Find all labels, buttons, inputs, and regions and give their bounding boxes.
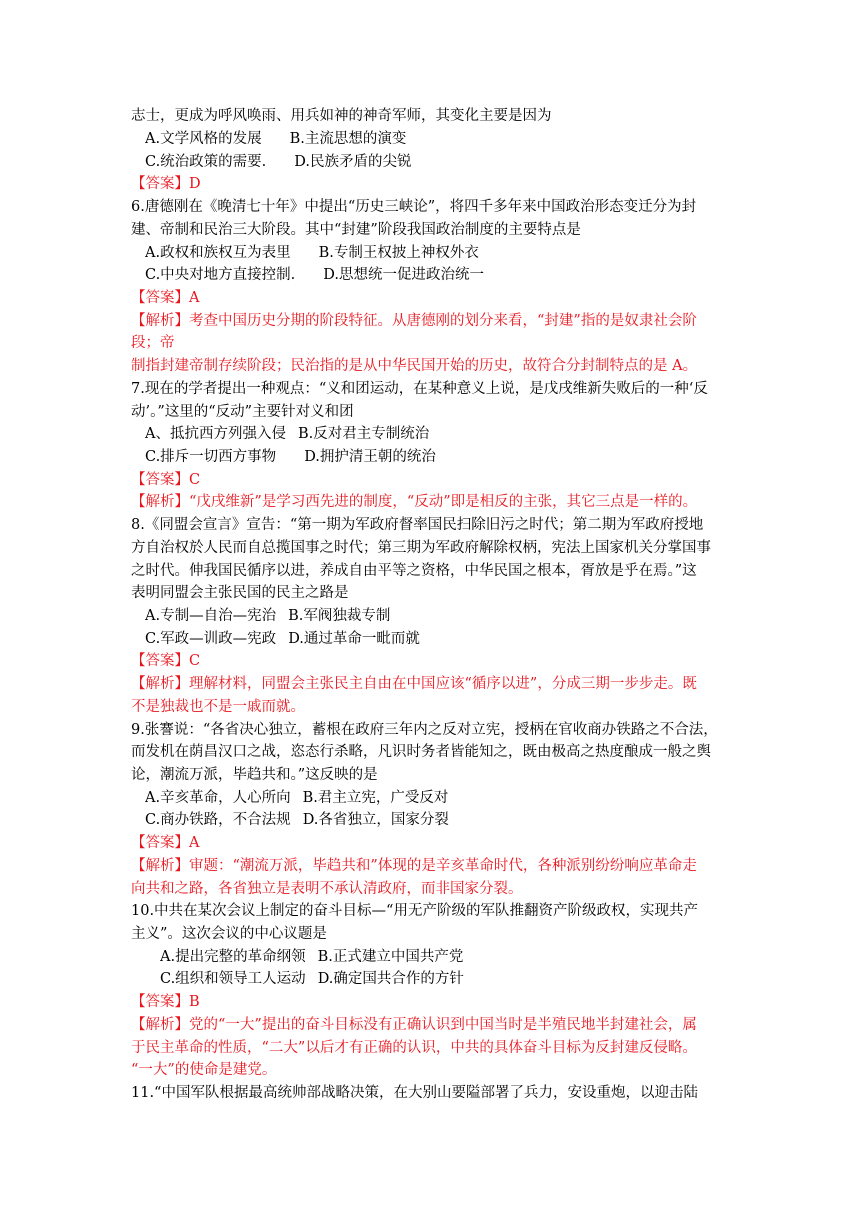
question-6-stem-1: 6.唐德刚在《晚清七十年》中提出“历史三峡论”，将四千多年来中国政治形态变迁分为封 [131,199,697,215]
question-6-analysis-3: 制指封建帝制存续阶段；民治指的是从中华民国开始的历史，故符合分封制特点的是 A。 [131,358,698,374]
question-7-options-ab [145,423,740,445]
question-10-options-ab [160,946,740,968]
question-7-analysis-1: 【解析】“戊戌维新”是学习西先进的制度，“反动”即是相反的主张，其它三点是一样的。 [131,494,698,510]
option-d: D.拥护清王朝的统治 [304,449,436,465]
question-5-stem: 志士，更成为呼风唤雨、用兵如神的神奇军师，其变化主要是因为 [131,108,552,124]
option-c: C.军政—训政—宪政 [145,631,277,647]
option-d: D.民族矛盾的尖锐 [294,154,412,170]
question-9-options-cd [145,809,740,831]
question-7-stem-2: 动’。”这里的“反动”主要针对义和团 [131,404,354,420]
option-a: A.提出完整的革命纲领 [160,949,306,965]
question-8-stem-1: 8.《同盟会宣言》宣告：“第一期为军政府督率国民扫除旧污之时代；第二期为军政府授地 [131,517,704,533]
question-10-stem-1: 10.中共在某次会议上制定的奋斗目标—“用无产阶级的军队推翻资产阶级政权，实现共产 [131,903,698,919]
question-10-answer: 【答案】B [131,994,200,1010]
question-8-stem-2: 方自治权於人民而自总揽国事之时代；第三期为军政府解除权柄，宪法上国家机关分掌国事 [131,540,711,556]
question-11-stem-1: 11.“中国军队根据最高统帅部战略决策，在大别山要隘部署了兵力，安设重炮，以迎击陆 [131,1085,698,1101]
question-10-analysis-1: 【解析】党的“一大”提出的奋斗目标没有正确认识到中国当时是半殖民地半封建社会，属 [131,1017,697,1033]
question-8-stem-4: 表明同盟会主张民国的民主之路是 [131,585,349,601]
option-b: B.反对君主专制统治 [297,426,430,442]
option-d: D.通过革命一毗而就 [288,631,420,647]
question-8-options-ab [145,605,740,627]
question-8-options-cd [145,628,740,650]
question-9-analysis-2: 向共和之路，各省独立是表明不承认清政府，而非国家分裂。 [131,881,523,897]
option-c: C.商办铁路，不合法规 [145,812,291,828]
option-d: D.确定国共合作的方针 [317,971,464,987]
option-b: B.正式建立中国共产党 [317,949,464,965]
question-10-stem-2: 主义”。这次会议的中心议题是 [131,926,327,942]
question-5-answer: 【答案】D [131,176,201,192]
question-7-answer: 【答案】C [131,472,201,488]
question-7-options-cd [145,446,740,468]
option-c: C.排斥一切西方事物 [145,449,277,465]
option-d: D.各省独立，国家分裂 [302,812,449,828]
option-a: A.文学风格的发展 [145,131,262,147]
question-9-stem-1: 9.张謇说：“各省决心独立，蓄根在政府三年内之反对立宪，授柄在官收商办铁路之不合法， [131,722,718,738]
question-6-analysis-1: 【解析】考查中国历史分期的阶段特征。从唐德刚的划分来看，“封建”指的是奴隶社会阶 [131,313,697,329]
option-a: A.辛亥革命，人心所向 [145,790,291,806]
option-a: A、抵抗西方列强入侵 [145,426,286,442]
option-d: D.思想统一促进政治统一 [323,267,485,283]
option-b: B.主流思想的演变 [289,131,407,147]
option-b: B.专制王权披上神权外衣 [318,245,479,261]
question-8-stem-3: 之时代。伸我国民循序以进，养成自由平等之资格，中华民国之根本，胥放是乎在焉。”这 [131,563,697,579]
question-6-answer: 【答案】A [131,290,200,306]
question-6-analysis-2: 段；帝 [131,335,175,351]
question-9-options-ab [145,787,740,809]
question-6-options-ab [145,242,740,264]
option-a: A.政权和族权互为表里 [145,245,291,261]
option-c: C.组织和领导工人运动 [160,971,306,987]
question-6-stem-2: 建、帝制和民治三大阶段。其中“封建”阶段我国政治制度的主要特点是 [131,222,581,238]
question-9-analysis-1: 【解析】审题：“潮流万派，毕趋共和”体现的是辛亥革命时代，各种派别纷纷响应革命走 [131,858,697,874]
question-10-options-cd [160,968,740,990]
option-c: C.统治政策的需要. [145,154,267,170]
question-8-answer: 【答案】C [131,653,201,669]
question-9-stem-2: 而发机在荫昌汉口之战，恣态行杀略，凡识时务者皆能知之，既由极高之热度酿成一般之舆 [131,744,711,760]
question-9-stem-3: 论，潮流万派，毕趋共和。”这反映的是 [131,767,378,783]
question-7-stem-1: 7.现在的学者提出一种观点：“义和团运动，在某种意义上说，是戊戌维新失败后的一种‘反 [131,381,708,397]
option-c: C.中央对地方直接控制. [145,267,296,283]
question-8-analysis-2: 不是独裁也不是一戚而就。 [131,699,305,715]
question-6-options-cd [145,264,740,286]
question-8-analysis-1: 【解析】理解材料，同盟会主张民主自由在中国应该“循序以进”，分成三期一步步走。既 [131,676,697,692]
option-b: B.军阀独裁专制 [288,608,391,624]
question-5-options-cd [145,151,740,173]
question-9-answer: 【答案】A [131,835,200,851]
option-b: B.君主立宪，广受反对 [302,790,449,806]
question-10-analysis-3: “一大”的使命是建党。 [131,1062,277,1078]
option-a: A.专制—自治—宪治 [145,608,277,624]
question-5-options-ab [145,128,740,150]
question-10-analysis-2: 于民主革命的性质，“二大”以后才有正确的认识，中共的具体奋斗目标为反封建反侵略。 [131,1040,697,1056]
